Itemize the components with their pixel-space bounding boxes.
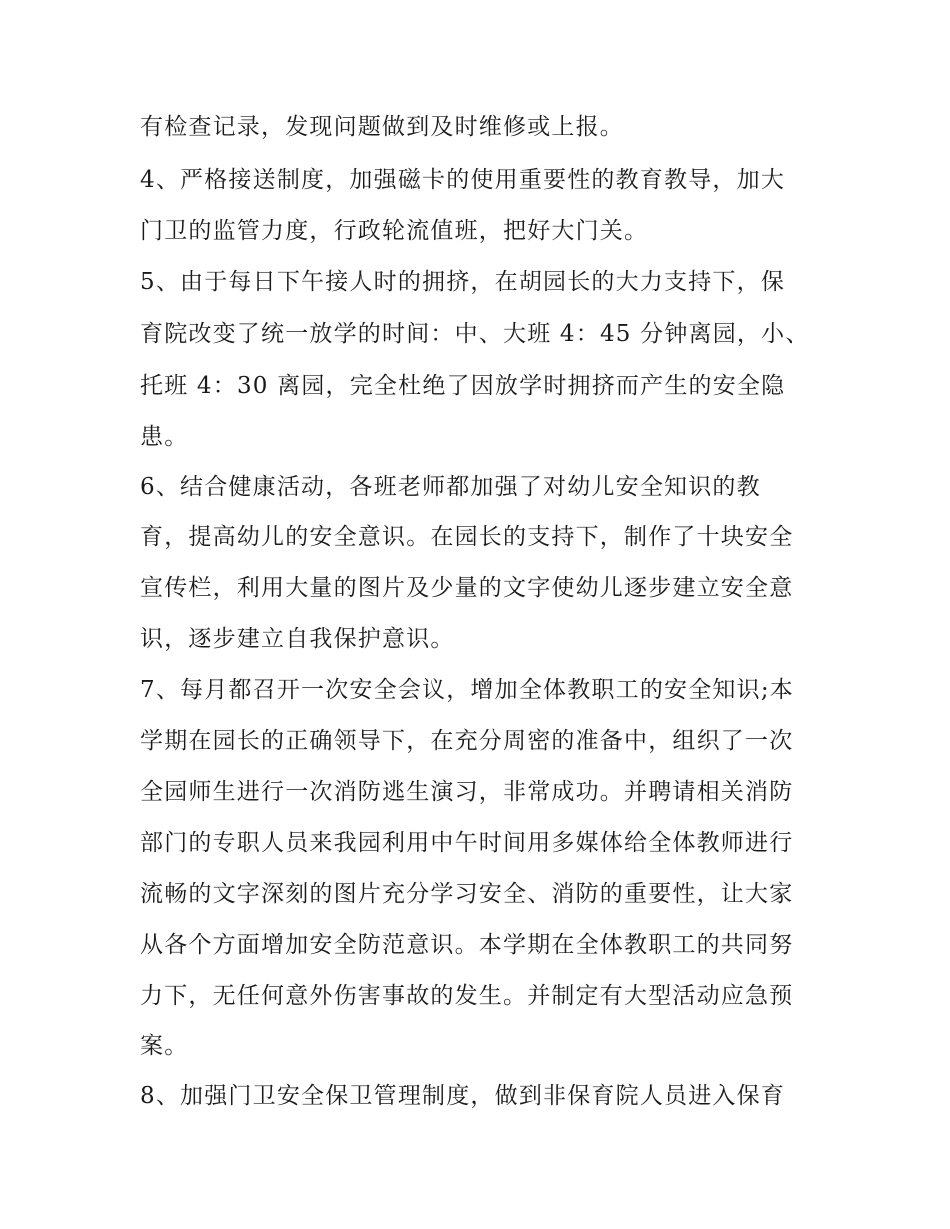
- text-line: 流畅的文字深刻的图片充分学习安全、消防的重要性，让大家: [140, 881, 794, 907]
- text-line: 全园师生进行一次消防逃生演习，非常成功。并聘请相关消防: [140, 779, 794, 805]
- text-line: 5、由于每日下午接人时的拥挤，在胡园长的大力支持下，保: [140, 269, 786, 295]
- text-line: 育，提高幼儿的安全意识。在园长的支持下，制作了十块安全: [140, 524, 794, 550]
- text-line: 门卫的监管力度，行政轮流值班，把好大门关。: [140, 218, 649, 244]
- text-line: 8、加强门卫安全保卫管理制度，做到非保育院人员进入保育: [140, 1083, 786, 1109]
- text-line: 识，逐步建立自我保护意识。: [140, 626, 455, 652]
- text-line: 患。: [140, 424, 189, 450]
- text-line: 案。: [140, 1033, 189, 1059]
- text-line: 学期在园长的正确领导下，在充分周密的准备中，组织了一次: [140, 728, 794, 754]
- text-line: 部门的专职人员来我园利用中午时间用多媒体给全体教师进行: [140, 830, 794, 856]
- text-line: 4、严格接送制度，加强磁卡的使用重要性的教育教导，加大: [140, 167, 786, 193]
- text-line: 宣传栏，利用大量的图片及少量的文字使幼儿逐步建立安全意: [140, 575, 794, 601]
- text-line: 育院改变了统一放学的时间：中、大班 4：45 分钟离园，小、: [140, 321, 810, 347]
- text-line: 有检查记录，发现问题做到及时维修或上报。: [140, 114, 624, 140]
- text-line: 7、每月都召开一次安全会议，增加全体教职工的安全知识;本: [140, 677, 794, 703]
- text-line: 从各个方面增加安全防范意识。本学期在全体教职工的共同努: [140, 932, 794, 958]
- text-line: 6、结合健康活动，各班老师都加强了对幼儿安全知识的教: [140, 474, 761, 500]
- text-line: 力下，无任何意外伤害事故的发生。并制定有大型活动应急预: [140, 983, 794, 1009]
- text-line: 托班 4：30 离园，完全杜绝了因放学时拥挤而产生的安全隐: [140, 373, 786, 399]
